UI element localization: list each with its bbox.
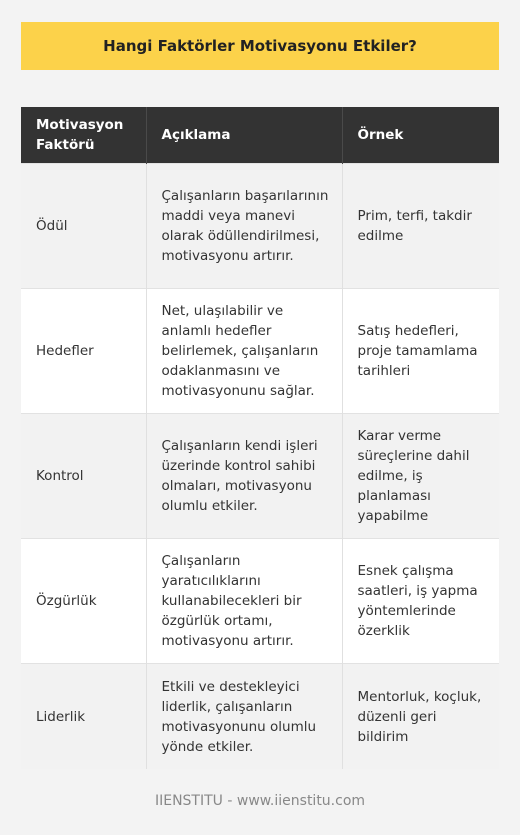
header-example: Örnek: [342, 107, 499, 164]
header-factor: Motivasyon Faktörü: [21, 107, 146, 164]
title-banner: [21, 22, 499, 70]
factor-cell: Ödül: [21, 164, 146, 289]
table-row: [21, 414, 499, 539]
table-row: [21, 664, 499, 770]
factor-cell: Kontrol: [21, 414, 146, 539]
description-cell: Çalışanların başarılarının maddi veya manevi olarak ödüllendirilmesi, motivasyonu artırır.: [146, 164, 342, 289]
page-title: Hangi Faktörler Motivasyonu Etkiler?: [103, 37, 417, 55]
table-row: [21, 289, 499, 414]
factor-cell: Özgürlük: [21, 539, 146, 664]
factor-cell: Liderlik: [21, 664, 146, 770]
table-row: [21, 164, 499, 289]
example-cell: Karar verme süreçlerine dahil edilme, iş planlaması yapabilme: [342, 414, 499, 539]
table-header-row: [21, 107, 499, 164]
table-row: [21, 539, 499, 664]
factor-cell: Hedefler: [21, 289, 146, 414]
example-cell: Satış hedefleri, proje tamamlama tarihleri: [342, 289, 499, 414]
motivation-factors-table: [21, 107, 499, 769]
header-description: Açıklama: [146, 107, 342, 164]
description-cell: Net, ulaşılabilir ve anlamlı hedefler belirlemek, çalışanların odaklanmasını ve motivasyonunu sağlar.: [146, 289, 342, 414]
example-cell: Esnek çalışma saatleri, iş yapma yöntemlerinde özerklik: [342, 539, 499, 664]
description-cell: Etkili ve destekleyici liderlik, çalışanların motivasyonunu olumlu yönde etkiler.: [146, 664, 342, 770]
description-cell: Çalışanların yaratıcılıklarını kullanabilecekleri bir özgürlük ortamı, motivasyonu artırır.: [146, 539, 342, 664]
example-cell: Prim, terfi, takdir edilme: [342, 164, 499, 289]
footer-credit: IIENSTITU - www.iienstitu.com: [154, 793, 366, 809]
example-cell: Mentorluk, koçluk, düzenli geri bildirim: [342, 664, 499, 770]
description-cell: Çalışanların kendi işleri üzerinde kontrol sahibi olmaları, motivasyonu olumlu etkiler.: [146, 414, 342, 539]
